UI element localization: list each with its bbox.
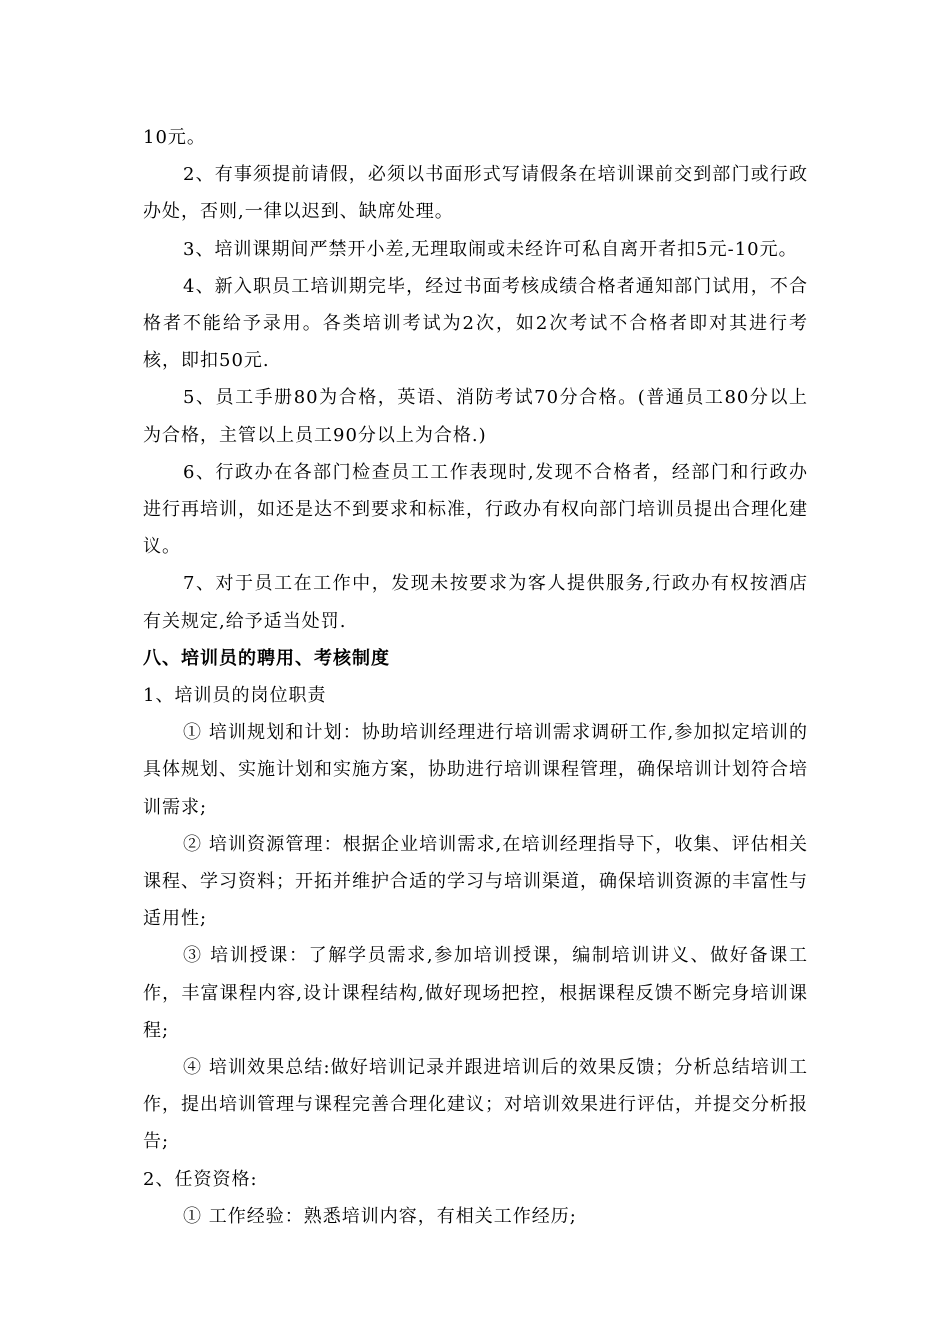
duty-item-2: ② 培训资源管理：根据企业培训需求,在培训经理指导下，收集、评估相关课程、学习资料；开拓并维护合适的学习与培训渠道，确保培训资源的丰富性与适用性; — [143, 833, 808, 930]
document-body — [143, 119, 808, 1235]
paragraph-fine-continuation: 10元。 — [143, 127, 206, 148]
duty-item-3: ③ 培训授课：了解学员需求,参加培训授课，编制培训讲义、做好备课工作，丰富课程内容,设计课程结构,做好现场把控，根据课程反馈不断完身培训课程; — [143, 945, 808, 1041]
section-heading: 八、培训员的聘用、考核制度 — [143, 647, 390, 669]
subsection-qualifications: 2、任资资格: — [143, 1168, 258, 1190]
qualification-item-1: ① 工作经验：熟悉培训内容，有相关工作经历; — [183, 1205, 577, 1227]
paragraph-rule-7: 7、对于员工在工作中，发现未按要求为客人提供服务,行政办有权按酒店有关规定,给予适当处罚. — [143, 573, 808, 632]
duty-item-4: ④ 培训效果总结:做好培训记录并跟进培训后的效果反馈；分析总结培训工作，提出培训管理与课程完善合理化建议；对培训效果进行评估，并提交分析报告; — [143, 1057, 808, 1153]
subsection-duties: 1、培训员的岗位职责 — [143, 685, 327, 707]
paragraph-rule-4: 4、新入职员工培训期完毕，经过书面考核成绩合格者通知部门试用，不合格者不能给予录用。各类培训考试为2次，如2次考试不合格者即对其进行考核，即扣50元. — [143, 275, 808, 372]
duty-item-1: ① 培训规划和计划：协助培训经理进行培训需求调研工作,参加拟定培训的具体规划、实施计划和实施方案，协助进行培训课程管理，确保培训计划符合培训需求; — [143, 722, 808, 818]
paragraph-rule-5: 5、员工手册80为合格，英语、消防考试70分合格。(普通员工80分以上为合格，主管以上员工90分以上为合格.) — [143, 387, 808, 446]
paragraph-rule-6: 6、行政办在各部门检查员工工作表现时,发现不合格者，经部门和行政办进行再培训，如还是达不到要求和标准，行政办有权向部门培训员提出合理化建议。 — [143, 461, 808, 558]
paragraph-rule-2: 2、有事须提前请假，必须以书面形式写请假条在培训课前交到部门或行政办处，否则,一律以迟到、缺席处理。 — [143, 164, 808, 223]
paragraph-rule-3: 3、培训课期间严禁开小差,无理取闹或未经许可私自离开者扣5元-10元。 — [183, 238, 798, 260]
